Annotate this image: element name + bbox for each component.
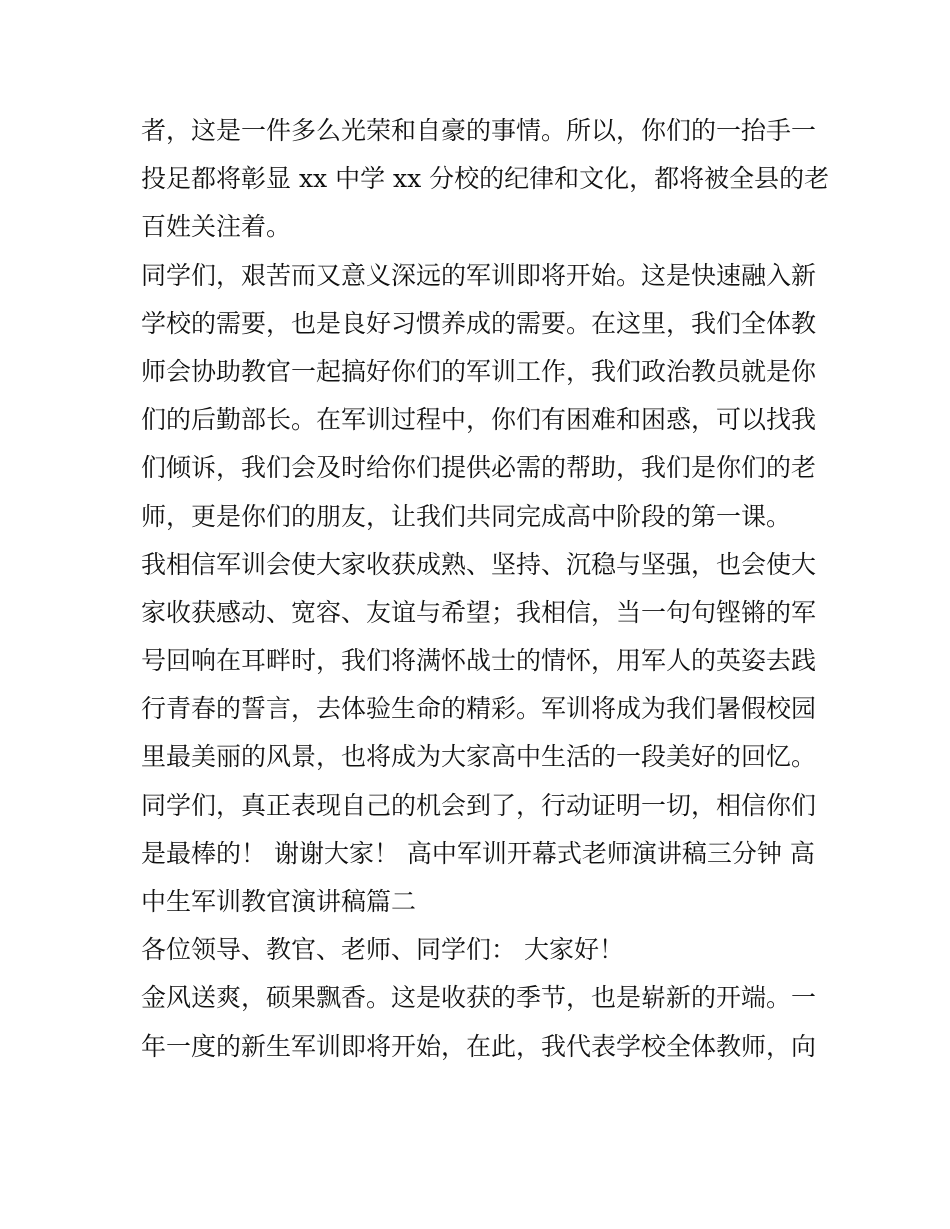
text-line: 学校的需要，也是良好习惯养成的需要。在这里，我们全体教 xyxy=(141,308,817,338)
text-line: 是最棒的！ 谢谢大家！ 高中军训开幕式老师演讲稿三分钟 高 xyxy=(141,838,815,868)
text-line: 我相信军训会使大家收获成熟、坚持、沉稳与坚强，也会使大 xyxy=(141,549,817,579)
text-line: 各位领导、教官、老师、同学们： 大家好！ xyxy=(141,935,624,965)
text-line: 们的后勤部长。在军训过程中，你们有困难和困惑，可以找我 xyxy=(141,405,817,435)
text-line: 同学们，艰苦而又意义深远的军训即将开始。这是快速融入新 xyxy=(141,260,817,290)
text-line: 年一度的新生军训即将开始，在此，我代表学校全体教师，向 xyxy=(141,1031,817,1061)
document-body xyxy=(141,107,830,1071)
text-line: 中生军训教官演讲稿篇二 xyxy=(141,887,417,916)
text-line: 行青春的誓言，去体验生命的精彩。军训将成为我们暑假校园 xyxy=(141,694,817,724)
text-line: 同学们，真正表现自己的机会到了，行动证明一切，相信你们 xyxy=(141,790,817,820)
text-line: 师会协助教官一起搞好你们的军训工作，我们政治教员就是你 xyxy=(141,356,817,386)
text-line: 金风送爽，硕果飘香。这是收获的季节，也是崭新的开端。一 xyxy=(141,983,817,1013)
text-line: 师，更是你们的朋友，让我们共同完成高中阶段的第一课。 xyxy=(141,501,792,531)
text-line: 投足都将彰显 xx 中学 xx 分校的纪律和文化，都将被全县的老 xyxy=(141,164,830,194)
text-line: 们倾诉，我们会及时给你们提供必需的帮助，我们是你们的老 xyxy=(141,453,817,483)
text-line: 百姓关注着。 xyxy=(141,212,292,242)
text-line: 里最美丽的风景，也将成为大家高中生活的一段美好的回忆。 xyxy=(141,742,817,772)
text-line: 号回响在耳畔时，我们将满怀战士的情怀，用军人的英姿去践 xyxy=(141,646,817,676)
text-line: 家收获感动、宽容、友谊与希望；我相信，当一句句铿锵的军 xyxy=(141,597,817,627)
text-line: 者，这是一件多么光荣和自豪的事情。所以，你们的一抬手一 xyxy=(141,116,817,145)
